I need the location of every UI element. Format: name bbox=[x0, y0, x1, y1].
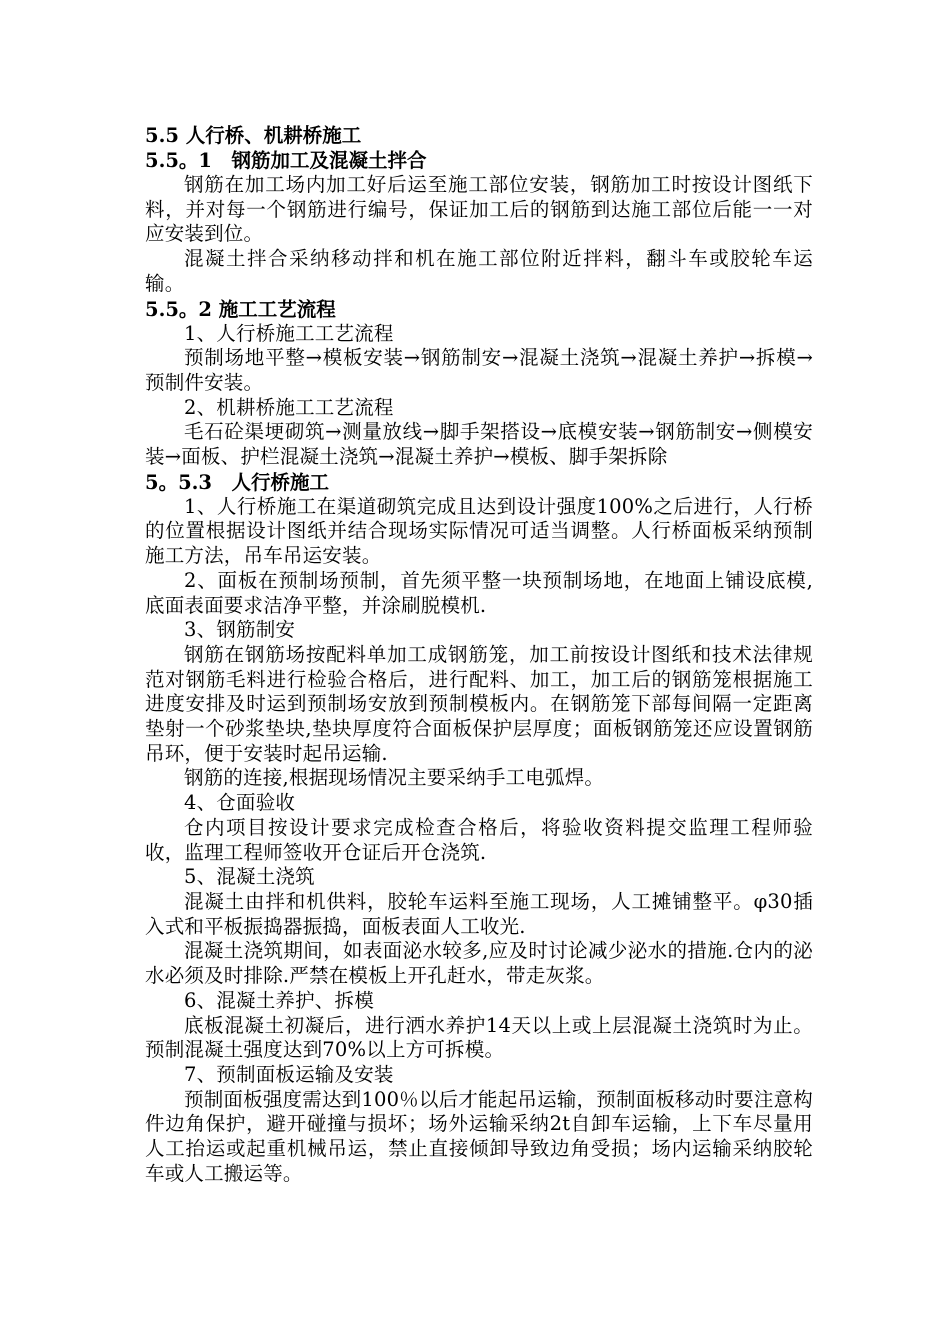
paragraph: 钢筋在加工场内加工好后运至施工部位安装，钢筋加工时按设计图纸下料，并对每一个钢筋进行编号，保证加工后的钢筋到达施工部位后能一一对应安装到位。 bbox=[145, 173, 813, 246]
paragraph: 预制场地平整→模板安装→钢筋制安→混凝土浇筑→混凝土养护→拆模→预制件安装。 bbox=[145, 346, 813, 394]
list-item-heading: 4、仓面验收 bbox=[184, 791, 296, 815]
paragraph: 预制面板强度需达到100％以后才能起吊运输，预制面板移动时要注意构件边角保护，避开碰撞与损坏；场外运输采纳2t自卸车运输，上下车尽量用人工抬运或起重机械吊运，禁止直接倾卸导致边角受损；场内运输采纳胶轮车或人工搬运等。 bbox=[145, 1087, 813, 1185]
list-item-heading: 1、人行桥施工工艺流程 bbox=[184, 321, 394, 345]
paragraph: 混凝土由拌和机供料，胶轮车运料至施工现场，人工摊铺整平。φ30插入式和平板振捣器振捣，面板表面人工收光. bbox=[145, 889, 813, 938]
list-item-heading: 7、预制面板运输及安装 bbox=[184, 1062, 394, 1086]
paragraph: 底板混凝土初凝后，进行洒水养护14天以上或上层混凝土浇筑时为止。预制混凝土强度达到70%以上方可拆模。 bbox=[145, 1013, 813, 1062]
paragraph: 钢筋的连接,根据现场情况主要采纳手工电弧焊。 bbox=[184, 766, 605, 790]
paragraph: 1、人行桥施工在渠道砌筑完成且达到设计强度100%之后进行，人行桥的位置根据设计图纸并结合现场实际情况可适当调整。人行桥面板采纳预制施工方法，吊车吊运安装。 bbox=[145, 494, 813, 568]
subsection-heading-5-5-1: 5.5。1 钢筋加工及混凝土拌合 bbox=[145, 149, 427, 172]
subsection-heading-5-5-3: 5。5.3 人行桥施工 bbox=[145, 470, 329, 494]
paragraph: 仓内项目按设计要求完成检查合格后，将验收资料提交监理工程师验收，监理工程师签收开仓证后开仓浇筑. bbox=[145, 815, 813, 864]
paragraph: 钢筋在钢筋场按配料单加工成钢筋笼，加工前按设计图纸和技术法律规范对钢筋毛料进行检验合格后，进行配料、加工，加工后的钢筋笼根据施工进度安排及时运到预制场安放到预制模板内。在钢筋笼下部每间隔一定距离垫射一个砂浆垫块,垫块厚度符合面板保护层厚度；面板钢筋笼还应设置钢筋吊环，便于安装时起吊运输. bbox=[145, 642, 813, 765]
section-heading-5-5: 5.5 人行桥、机耕桥施工 bbox=[145, 124, 362, 147]
list-item-heading: 2、机耕桥施工工艺流程 bbox=[184, 395, 394, 419]
document-page bbox=[145, 123, 813, 1186]
paragraph: 毛石砼渠埂砌筑→测量放线→脚手架搭设→底模安装→钢筋制安→侧模安装→面板、护栏混凝土浇筑→混凝土养护→模板、脚手架拆除 bbox=[145, 420, 813, 469]
subsection-heading-5-5-2: 5.5。2 施工工艺流程 bbox=[145, 297, 336, 321]
list-item-heading: 3、钢筋制安 bbox=[184, 618, 296, 642]
paragraph: 混凝土拌合采纳移动拌和机在施工部位附近拌料，翻斗车或胶轮车运输。 bbox=[145, 247, 813, 295]
paragraph: 2、面板在预制场预制，首先须平整一块预制场地，在地面上铺设底模,底面表面要求洁净平整，并涂刷脱模机. bbox=[145, 568, 813, 617]
list-item-heading: 5、混凝土浇筑 bbox=[184, 865, 315, 889]
list-item-heading: 6、混凝土养护、拆模 bbox=[184, 988, 374, 1012]
paragraph: 混凝土浇筑期间，如表面泌水较多,应及时讨论减少泌水的措施.仓内的泌水必须及时排除.严禁在模板上开孔赶水，带走灰浆。 bbox=[145, 939, 813, 988]
